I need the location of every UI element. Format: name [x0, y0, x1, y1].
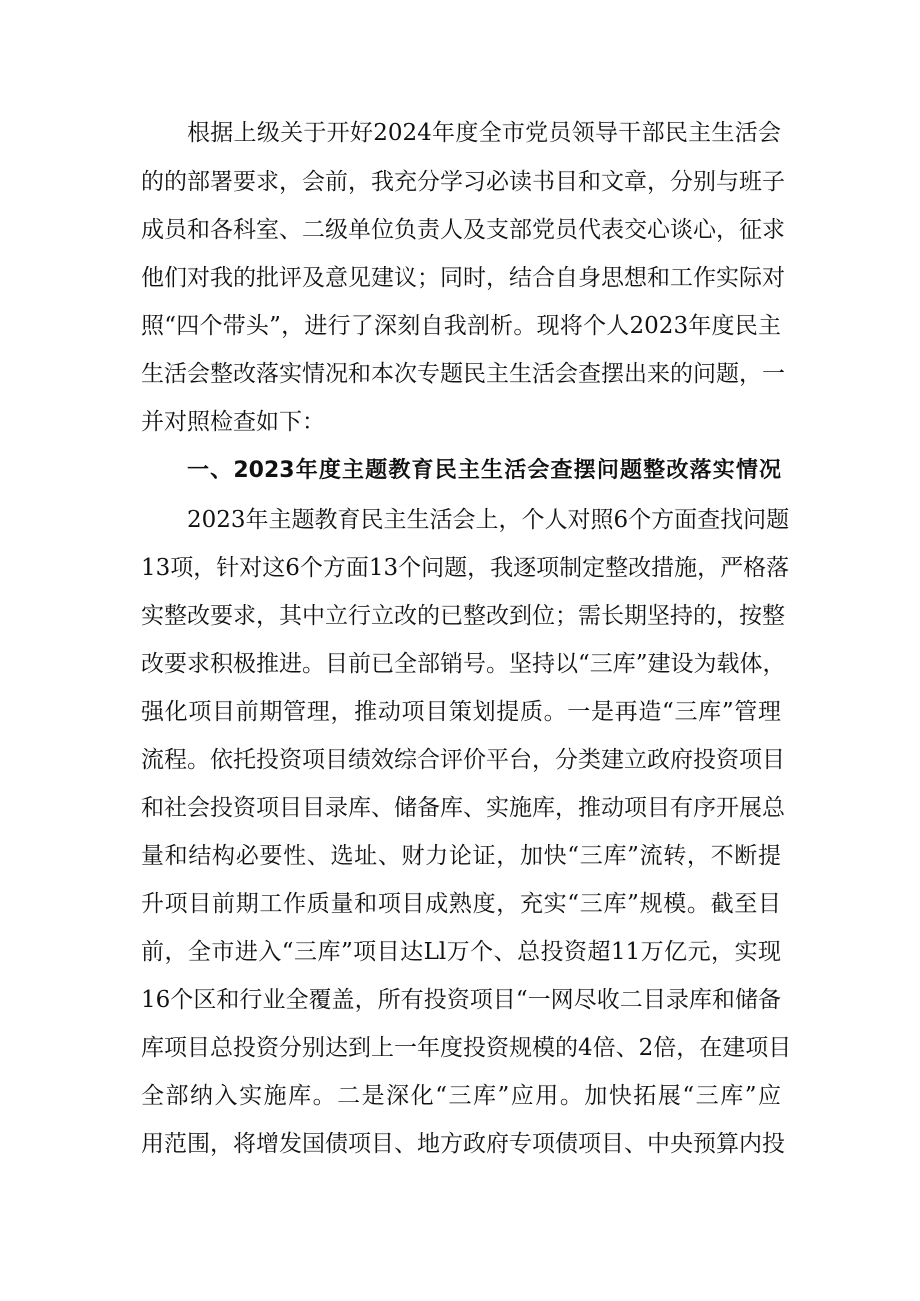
body-line-4: 改要求积极推进。目前已全部销号。坚持以“三库”建设为载体， [141, 651, 786, 677]
body-line-6: 流程。依托投资项目绩效综合评价平台，分类建立政府投资项目 [141, 747, 785, 773]
intro-line-5: 照“四个带头”，进行了深刻自我剖析。现将个人2023年度民主 [141, 313, 781, 339]
intro-line-3: 成员和各科室、二级单位负责人及支部党员代表交心谈心，征求 [141, 217, 785, 243]
intro-line-6: 生活会整改落实情况和本次专题民主生活会查摆出来的问题，一 [141, 361, 785, 387]
body-line-11: 16个区和行业全覆盖，所有投资项目“一网尽收二目录库和储备 [141, 987, 781, 1013]
body-line-12: 库项目总投资分别达到上一年度投资规模的4倍、2倍，在建项目 [141, 1035, 792, 1061]
body-line-1: 2023年主题教育民主生活会上，个人对照6个方面查找问题 [187, 507, 790, 533]
body-line-5: 强化项目前期管理，推动项目策划提质。一是再造“三库”管理 [141, 699, 781, 725]
body-line-10: 前，全市进入“三库”项目达Ll万个、总投资超11万亿元，实现 [141, 939, 781, 965]
body-line-14: 用范围，将增发国债项目、地方政府专项债项目、中央预算内投 [141, 1131, 785, 1157]
body-line-7: 和社会投资项目目录库、储备库、实施库，推动项目有序开展总 [141, 795, 785, 821]
body-line-13: 全部纳入实施库。二是深化“三库”应用。加快拓展“三库”应 [141, 1083, 781, 1109]
section-heading-1: 一、2023年度主题教育民主生活会查摆问题整改落实情况 [187, 458, 781, 483]
intro-line-7: 并对照检查如下： [141, 409, 325, 435]
intro-line-1: 根据上级关于开好2024年度全市党员领导干部民主生活会 [187, 120, 781, 146]
intro-line-4: 他们对我的批评及意见建议；同时，结合自身思想和工作实际对 [141, 265, 785, 291]
body-line-9: 升项目前期工作质量和项目成熟度，充实“三库”规模。截至目 [141, 891, 781, 917]
body-line-2: 13项，针对这6个方面13个问题，我逐项制定整改措施，严格落 [141, 555, 790, 581]
intro-line-2: 的的部署要求，会前，我充分学习必读书目和文章，分别与班子 [141, 169, 785, 195]
body-line-8: 量和结构必要性、选址、财力论证，加快“三库”流转，不断提 [141, 843, 781, 869]
body-line-3: 实整改要求，其中立行立改的已整改到位；需长期坚持的，按整 [141, 603, 785, 629]
